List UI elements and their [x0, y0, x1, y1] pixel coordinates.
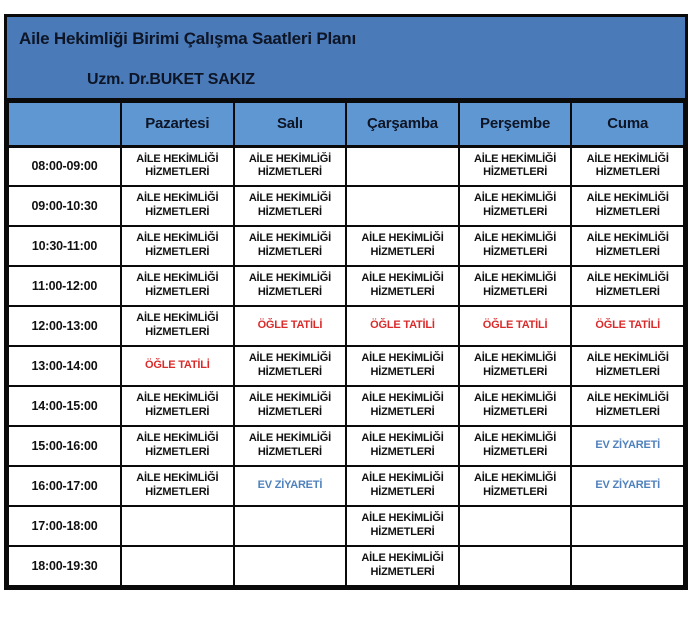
schedule-cell-work: AİLE HEKİMLİĞİ HİZMETLERİ [571, 146, 684, 186]
schedule-cell-empty [459, 546, 572, 586]
schedule-cell-work: AİLE HEKİMLİĞİ HİZMETLERİ [459, 186, 572, 226]
schedule-cell-work: AİLE HEKİMLİĞİ HİZMETLERİ [346, 466, 459, 506]
schedule-cell-work: AİLE HEKİMLİĞİ HİZMETLERİ [571, 226, 684, 266]
schedule-body [8, 146, 684, 586]
schedule-cell-work: AİLE HEKİMLİĞİ HİZMETLERİ [346, 426, 459, 466]
schedule-cell-empty [346, 146, 459, 186]
time-slot-label: 17:00-18:00 [8, 506, 121, 546]
schedule-cell-work: AİLE HEKİMLİĞİ HİZMETLERİ [459, 346, 572, 386]
schedule-cell-visit: EV ZİYARETİ [234, 466, 347, 506]
time-slot-label: 09:00-10:30 [8, 186, 121, 226]
schedule-cell-work: AİLE HEKİMLİĞİ HİZMETLERİ [346, 386, 459, 426]
schedule-cell-empty [571, 546, 684, 586]
schedule-cell-empty [234, 546, 347, 586]
schedule-cell-work: AİLE HEKİMLİĞİ HİZMETLERİ [571, 346, 684, 386]
schedule-cell-work: AİLE HEKİMLİĞİ HİZMETLERİ [234, 266, 347, 306]
time-slot-label: 15:00-16:00 [8, 426, 121, 466]
schedule-cell-work: AİLE HEKİMLİĞİ HİZMETLERİ [459, 266, 572, 306]
schedule-cell-work: AİLE HEKİMLİĞİ HİZMETLERİ [459, 426, 572, 466]
table-row [8, 546, 684, 586]
schedule-cell-work: AİLE HEKİMLİĞİ HİZMETLERİ [571, 266, 684, 306]
schedule-cell-lunch: ÖĞLE TATİLİ [234, 306, 347, 346]
schedule-cell-work: AİLE HEKİMLİĞİ HİZMETLERİ [234, 186, 347, 226]
schedule-cell-empty [346, 186, 459, 226]
schedule-cell-lunch: ÖĞLE TATİLİ [121, 346, 234, 386]
schedule-cell-work: AİLE HEKİMLİĞİ HİZMETLERİ [459, 226, 572, 266]
time-slot-label: 08:00-09:00 [8, 146, 121, 186]
title-block [7, 17, 685, 101]
day-header: Salı [234, 102, 347, 146]
schedule-cell-visit: EV ZİYARETİ [571, 466, 684, 506]
schedule-cell-work: AİLE HEKİMLİĞİ HİZMETLERİ [234, 226, 347, 266]
corner-cell [8, 102, 121, 146]
schedule-cell-empty [571, 506, 684, 546]
day-header: Çarşamba [346, 102, 459, 146]
schedule-cell-work: AİLE HEKİMLİĞİ HİZMETLERİ [121, 266, 234, 306]
schedule-table [7, 101, 685, 587]
schedule-cell-work: AİLE HEKİMLİĞİ HİZMETLERİ [459, 146, 572, 186]
day-header: Perşembe [459, 102, 572, 146]
schedule-cell-lunch: ÖĞLE TATİLİ [459, 306, 572, 346]
schedule-cell-work: AİLE HEKİMLİĞİ HİZMETLERİ [459, 466, 572, 506]
schedule-cell-work: AİLE HEKİMLİĞİ HİZMETLERİ [234, 426, 347, 466]
schedule-cell-empty [459, 506, 572, 546]
schedule-cell-work: AİLE HEKİMLİĞİ HİZMETLERİ [346, 546, 459, 586]
schedule-cell-work: AİLE HEKİMLİĞİ HİZMETLERİ [121, 186, 234, 226]
time-slot-label: 18:00-19:30 [8, 546, 121, 586]
schedule-cell-work: AİLE HEKİMLİĞİ HİZMETLERİ [346, 346, 459, 386]
day-header: Pazartesi [121, 102, 234, 146]
schedule-cell-work: AİLE HEKİMLİĞİ HİZMETLERİ [571, 386, 684, 426]
schedule-sheet [4, 14, 688, 590]
schedule-cell-empty [121, 546, 234, 586]
time-slot-label: 14:00-15:00 [8, 386, 121, 426]
time-slot-label: 11:00-12:00 [8, 266, 121, 306]
schedule-cell-work: AİLE HEKİMLİĞİ HİZMETLERİ [121, 146, 234, 186]
schedule-cell-empty [234, 506, 347, 546]
table-row [8, 226, 684, 266]
schedule-cell-work: AİLE HEKİMLİĞİ HİZMETLERİ [346, 226, 459, 266]
schedule-cell-work: AİLE HEKİMLİĞİ HİZMETLERİ [346, 266, 459, 306]
table-row [8, 306, 684, 346]
table-row [8, 146, 684, 186]
day-header: Cuma [571, 102, 684, 146]
table-row [8, 386, 684, 426]
table-row [8, 186, 684, 226]
page-title: Aile Hekimliği Birimi Çalışma Saatleri Planı [19, 29, 357, 48]
schedule-cell-work: AİLE HEKİMLİĞİ HİZMETLERİ [234, 146, 347, 186]
time-slot-label: 12:00-13:00 [8, 306, 121, 346]
schedule-cell-work: AİLE HEKİMLİĞİ HİZMETLERİ [121, 466, 234, 506]
schedule-cell-work: AİLE HEKİMLİĞİ HİZMETLERİ [346, 506, 459, 546]
table-row [8, 266, 684, 306]
schedule-cell-visit: EV ZİYARETİ [571, 426, 684, 466]
schedule-cell-work: AİLE HEKİMLİĞİ HİZMETLERİ [459, 386, 572, 426]
schedule-cell-lunch: ÖĞLE TATİLİ [346, 306, 459, 346]
table-row [8, 346, 684, 386]
table-row [8, 506, 684, 546]
schedule-cell-work: AİLE HEKİMLİĞİ HİZMETLERİ [121, 306, 234, 346]
schedule-cell-work: AİLE HEKİMLİĞİ HİZMETLERİ [571, 186, 684, 226]
time-slot-label: 10:30-11:00 [8, 226, 121, 266]
doctor-name: Uzm. Dr.BUKET SAKIZ [87, 71, 255, 88]
table-row [8, 426, 684, 466]
time-slot-label: 13:00-14:00 [8, 346, 121, 386]
day-header-row [8, 102, 684, 146]
schedule-cell-empty [121, 506, 234, 546]
time-slot-label: 16:00-17:00 [8, 466, 121, 506]
schedule-cell-work: AİLE HEKİMLİĞİ HİZMETLERİ [234, 386, 347, 426]
table-row [8, 466, 684, 506]
schedule-cell-lunch: ÖĞLE TATİLİ [571, 306, 684, 346]
schedule-cell-work: AİLE HEKİMLİĞİ HİZMETLERİ [121, 386, 234, 426]
schedule-cell-work: AİLE HEKİMLİĞİ HİZMETLERİ [234, 346, 347, 386]
schedule-cell-work: AİLE HEKİMLİĞİ HİZMETLERİ [121, 226, 234, 266]
schedule-cell-work: AİLE HEKİMLİĞİ HİZMETLERİ [121, 426, 234, 466]
